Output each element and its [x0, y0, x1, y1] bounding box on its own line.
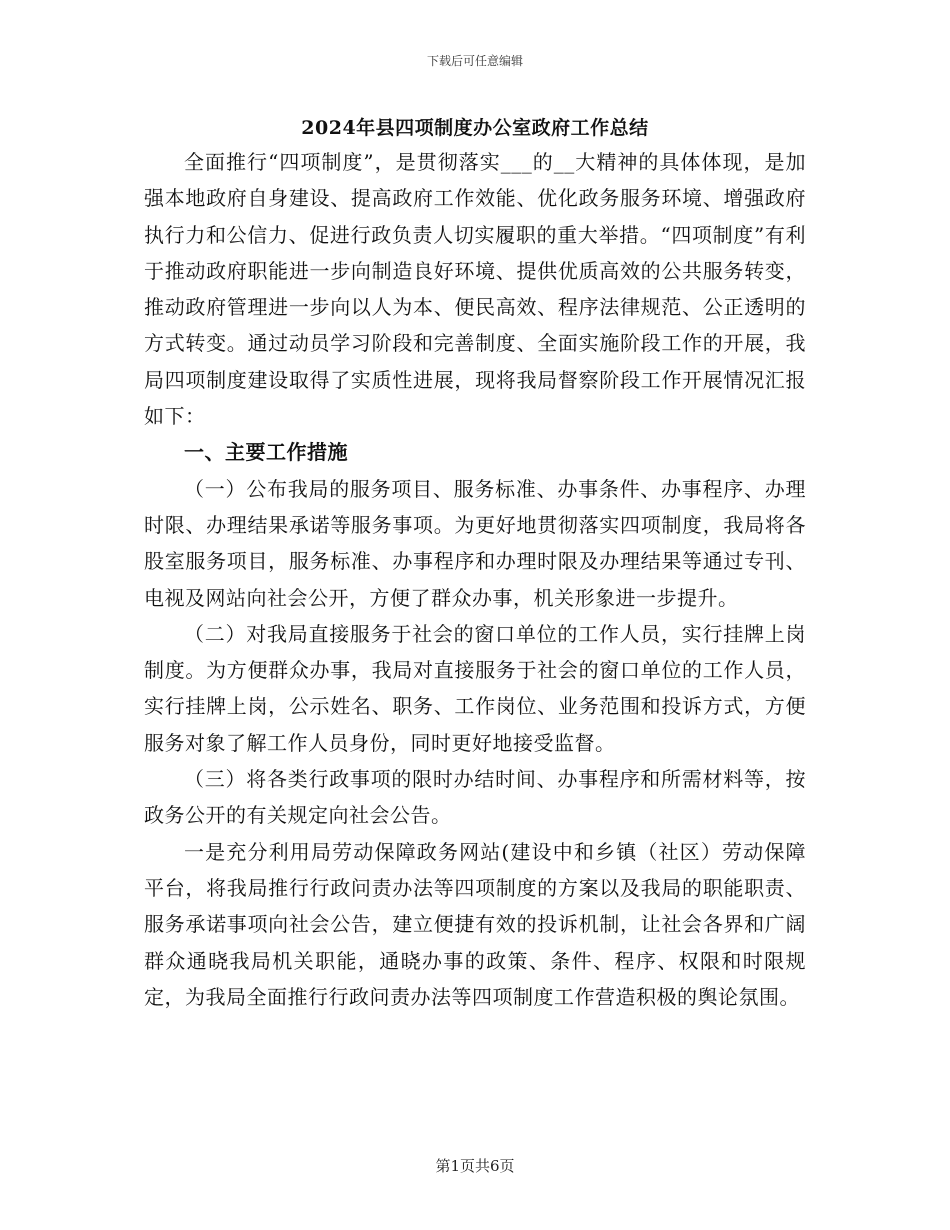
measure-detail-paragraph-1: 一是充分利用局劳动保障政务网站(建设中和乡镇（社区）劳动保障平台，将我局推行行政问责办法等四项制度的方案以及我局的职能职责、服务承诺事项向社会公告，建立便捷有效的投诉机制，让社会各界和广阔群众通晓我局机关职能，通晓办事的政策、条件、程序、权限和时限规定，为我局全面推行行政问责办法等四项制度工作营造积极的舆论氛围。: [144, 839, 806, 1009]
measure-paragraph-1: （一）公布我局的服务项目、服务标准、办事条件、办事程序、办理时限、办理结果承诺等服务事项。为更好地贯彻落实四项制度，我局将各股室服务项目，服务标准、办事程序和办理时限及办理结果等通过专刊、电视及网站向社会公开，方便了群众办事，机关形象进一步提升。: [144, 476, 806, 610]
measure-paragraph-3: （三）将各类行政事项的限时办结时间、办事程序和所需材料等，按政务公开的有关规定向社会公告。: [144, 767, 806, 828]
section-heading-main-measures: 一、主要工作措施: [184, 440, 348, 465]
document-title: 2024年县四项制度办公室政府工作总结: [301, 117, 649, 139]
page-number-footer: 第1页共6页: [435, 1157, 515, 1175]
document-body: [144, 144, 806, 1015]
intro-paragraph: 全面推行“四项制度”，是贯彻落实___的__大精神的具体体现，是加强本地政府自身建设、提高政府工作效能、优化政务服务环境、增强政府执行力和公信力、促进行政负责人切实履职的重大举措。“四项制度”有利于推动政府职能进一步向制造良好环境、提供优质高效的公共服务转变，推动政府管理进一步向以人为本、便民高效、程序法律规范、公正透明的方式转变。通过动员学习阶段和完善制度、全面实施阶段工作的开展，我局四项制度建设取得了实质性进展，现将我局督察阶段工作开展情况汇报如下：: [144, 150, 806, 429]
measure-paragraph-2: （二）对我局直接服务于社会的窗口单位的工作人员，实行挂牌上岗制度。为方便群众办事，我局对直接服务于社会的窗口单位的工作人员，实行挂牌上岗，公示姓名、职务、工作岗位、业务范围和投诉方式，方便服务对象了解工作人员身份，同时更好地接受监督。: [144, 621, 806, 755]
page-header-note: 下载后可任意编辑: [426, 54, 523, 68]
